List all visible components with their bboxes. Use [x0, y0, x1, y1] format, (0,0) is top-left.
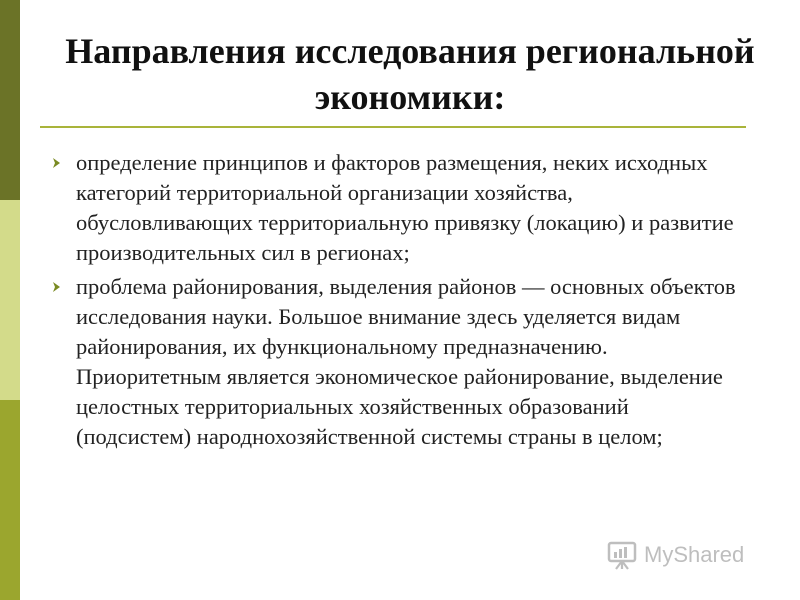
arrowhead-bullet-icon — [50, 272, 64, 302]
watermark-text: MyShared — [644, 542, 745, 567]
bullet-text: проблема районирования, выделения районов — основных объектов исследования науки. Большое внимание здесь уделяется видам районирования, их функциональному предназначению. Приоритетным является экономическое районирование, выделение целостных территориальных хозяйственных образований (подсистем) народнохозяйственной системы страны в целом; — [76, 274, 736, 449]
accent-stripe-bottom — [0, 400, 20, 600]
title-divider — [40, 126, 746, 128]
myshared-logo-icon — [606, 538, 640, 572]
bullet-item — [46, 272, 746, 452]
arrowhead-bullet-icon — [50, 148, 64, 178]
bullet-text: определение принципов и факторов размещения, неких исходных категорий территориальной организации хозяйства, обусловливающих территориальную привязку (локацию) и развитие производительных сил в регионах; — [76, 150, 734, 265]
accent-stripe-middle — [0, 200, 20, 400]
bullet-list — [46, 148, 746, 456]
slide-title: Направления исследования региональной экономики: — [65, 31, 755, 117]
accent-stripe-top — [0, 0, 20, 200]
bullet-item — [46, 148, 746, 268]
watermark — [606, 538, 766, 572]
